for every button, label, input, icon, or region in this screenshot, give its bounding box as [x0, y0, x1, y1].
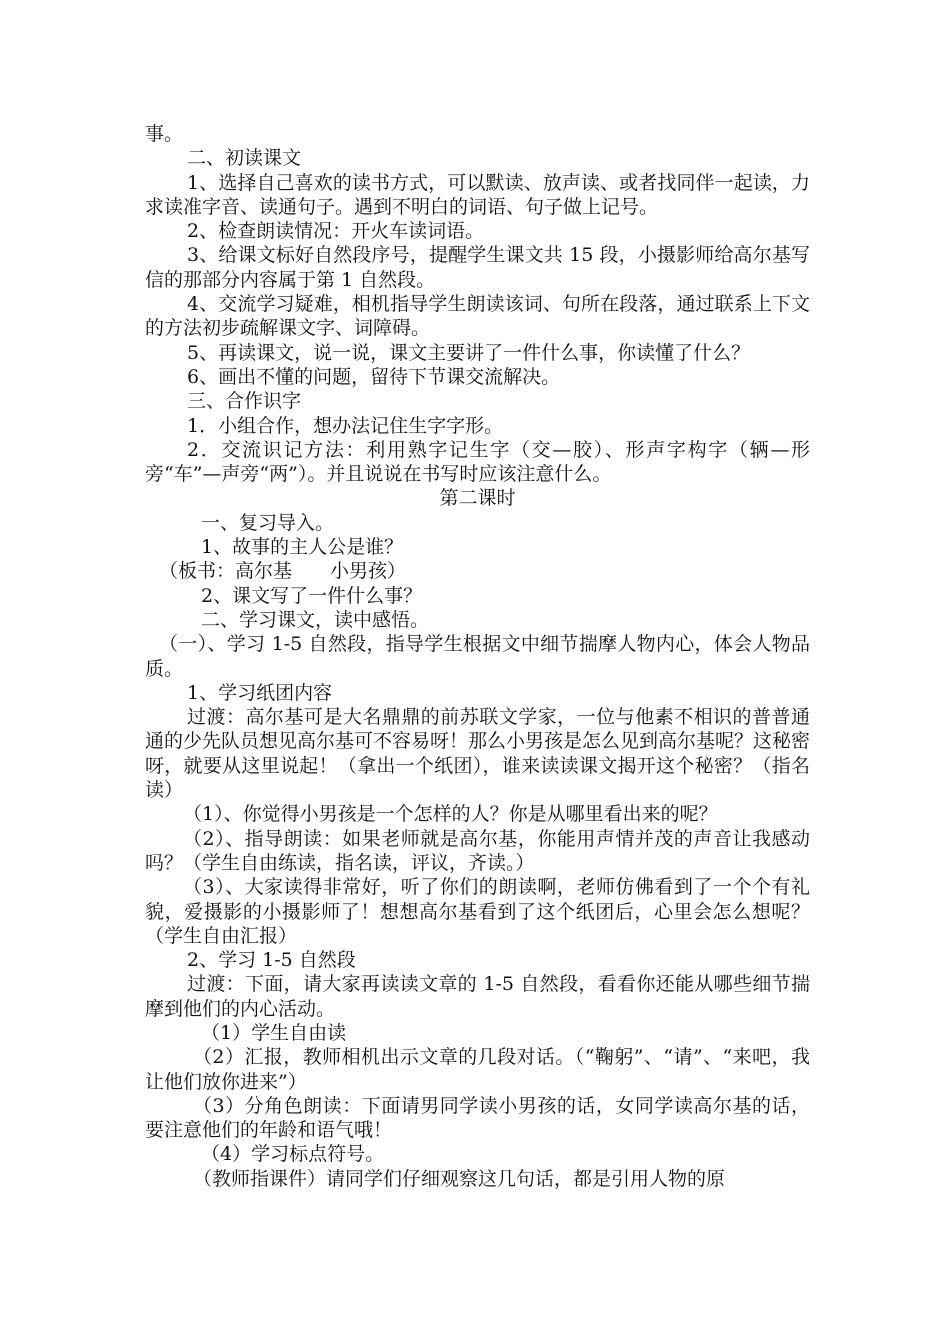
paragraph: （2）、指导朗读：如果老师就是高尔基，你能用声情并茂的声音让我感动吗？（学生自由练读，指名读，评议，齐读。）	[145, 827, 810, 874]
paragraph: 1．小组合作，想办法记住生字字形。	[187, 414, 504, 437]
paragraph: （一）、学习 1-5 自然段，指导学生根据文中细节揣摩人物内心，体会人物品质。	[145, 633, 810, 680]
section-heading: 二、初读课文	[187, 147, 302, 170]
paragraph: 2、学习 1-5 自然段	[187, 949, 356, 972]
section-heading: 二、学习课文，读中感悟。	[201, 608, 430, 631]
paragraph: （3）分角色朗读：下面请男同学读小男孩的话，女同学读高尔基的话，要注意他们的年龄和语气哦！	[145, 1094, 810, 1142]
paragraph: 4、交流学习疑难，相机指导学生朗读该词、句所在段落，通过联系上下文的方法初步疏解课文字、词障碍。	[145, 293, 810, 340]
paragraph: （1）学生自由读	[201, 1021, 347, 1044]
paragraph: 3、给课文标好自然段序号，提醒学生课文共 15 段，小摄影师给高尔基写信的那部分内容属于第 1 自然段。	[145, 244, 810, 291]
lesson-title: 第二课时	[439, 487, 516, 510]
paragraph: 1、故事的主人公是谁？	[201, 536, 404, 559]
paragraph: （4）学习标点符号。	[201, 1143, 385, 1166]
paragraph: 过渡：高尔基可是大名鼎鼎的前苏联文学家，一位与他素不相识的普普通通的少先队员想见高尔基可不容易呀！那么小男孩是怎么见到高尔基呢？这秘密呀，就要从这里说起！（拿出一个纸团），谁来读读课文揭开这个秘密？（指名读）	[145, 706, 811, 802]
paragraph: 1、学习纸团内容	[187, 681, 333, 704]
paragraph: （1）、你觉得小男孩是一个怎样的人？你是从哪里看出来的呢？	[183, 803, 718, 826]
document-page	[145, 122, 810, 1191]
paragraph: 事。	[145, 123, 184, 145]
paragraph: 5、再读课文，说一说，课文主要讲了一件什么事，你读懂了什么？	[187, 341, 751, 364]
paragraph: 6、画出不懂的问题，留待下节课交流解决。	[187, 365, 561, 388]
paragraph: （3）、大家读得非常好，听了你们的朗读啊，老师仿佛看到了一个个有礼貌，爱摄影的小摄影师了！想想高尔基看到了这个纸团后，心里会怎么想呢？（学生自由汇报）	[145, 876, 810, 947]
paragraph: 2、课文写了一件什么事？	[201, 584, 423, 607]
paragraph: 2、检查朗读情况：开火车读词语。	[187, 220, 485, 243]
section-heading: 三、合作识字	[187, 390, 302, 413]
paragraph: 2．交流识记方法：利用熟字记生字（交—胶）、形声字构字（辆—形旁“车”—声旁“两”）。并且说说在书写时应该注意什么。	[145, 438, 810, 486]
paragraph: 1、选择自己喜欢的读书方式，可以默读、放声读、或者找同伴一起读，力求读准字音、读通句子。遇到不明白的词语、句子做上记号。	[145, 171, 810, 218]
paragraph: （教师指课件）请同学们仔细观察这几句话，都是引用人物的原	[193, 1167, 726, 1190]
paragraph: 过渡：下面，请大家再读读文章的 1-5 自然段，看看你还能从哪些细节揣摩到他们的内心活动。	[145, 973, 810, 1020]
paragraph: （2）汇报，教师相机出示文章的几段对话。（“鞠躬”、“请”、“来吧，我让他们放你进来”）	[145, 1046, 810, 1093]
paragraph: （板书：高尔基 小男孩）	[159, 560, 407, 583]
section-heading: 一、复习导入。	[201, 511, 335, 534]
